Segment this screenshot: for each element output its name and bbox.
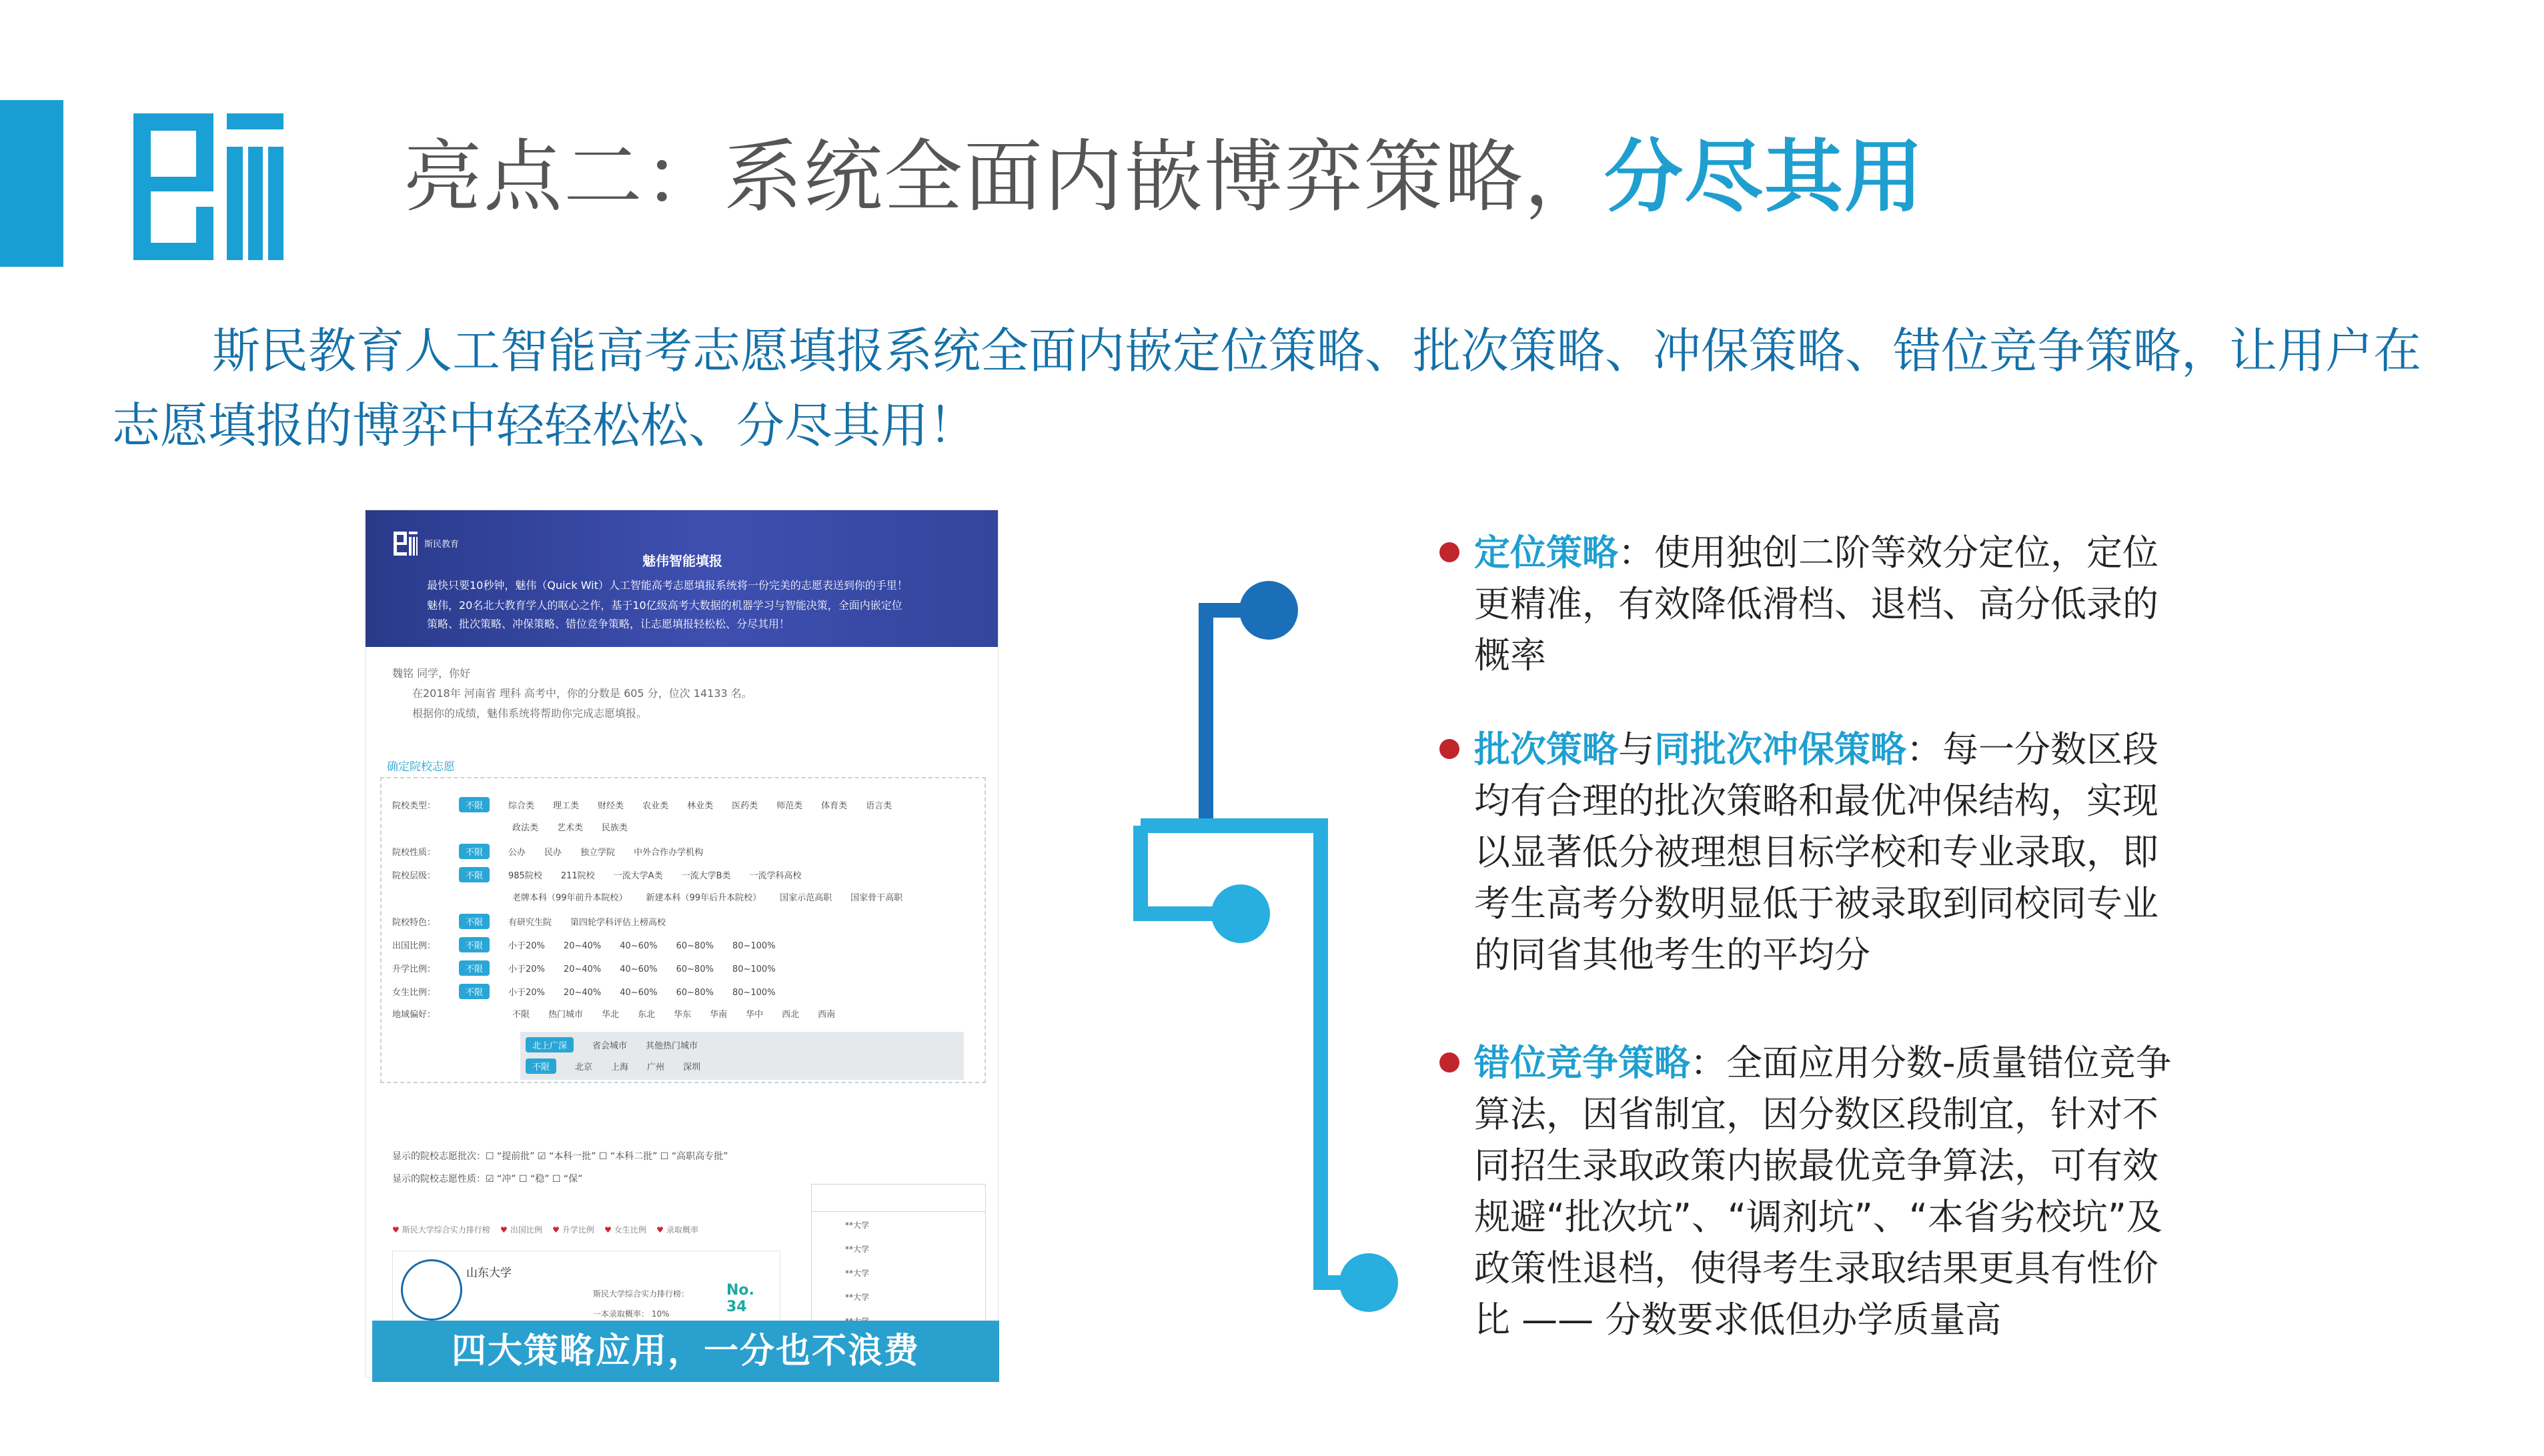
point-competition	[1474, 1037, 2181, 1345]
point-connector-word: 与	[1618, 728, 1654, 770]
university-card[interactable]	[392, 1251, 780, 1325]
table-row[interactable]: **大学	[845, 1269, 870, 1278]
filter-row	[392, 797, 910, 812]
filter-option[interactable]: 西南	[818, 1010, 836, 1020]
filter-option[interactable]: 华南	[710, 1010, 728, 1020]
filter-option[interactable]: 60~80%	[676, 964, 714, 974]
region-row	[526, 1037, 716, 1052]
filter-option[interactable]: 语言类	[866, 801, 892, 811]
point-positioning	[1474, 527, 2181, 681]
filter-option[interactable]: 40~60%	[620, 941, 658, 951]
point-text: ：全面应用分数-质量错位竞争算法，因省制宜，因分数区段制宜，针对不同招生录取政策内嵌最优竞争算法，可有效规避“批次坑”、“调剂坑”、“本省劣校坑”及政策性退档，使得考生录取结果更具有性价比 —— 分数要求低但办学质量高	[1474, 1042, 2172, 1341]
filter-label: 地域偏好：	[392, 1010, 436, 1020]
simin-logo-icon	[127, 107, 287, 267]
point-highlight: 错位竞争策略	[1474, 1042, 1690, 1084]
greeting-line: 根据你的成绩，魅伟系统将帮助你完成志愿填报。	[412, 707, 648, 720]
point-highlight: 定位策略	[1474, 532, 1618, 574]
filter-option[interactable]: 东北	[638, 1010, 656, 1020]
filter-row	[392, 984, 794, 999]
table-row[interactable]: **大学	[845, 1245, 870, 1254]
region-row	[526, 1058, 719, 1074]
filter-option[interactable]: 国家示范高职	[780, 893, 832, 903]
bullet-dot-icon	[1439, 739, 1459, 759]
filter-row	[392, 914, 684, 929]
filter-option[interactable]: 80~100%	[732, 964, 776, 974]
region-option[interactable]: 广州	[647, 1062, 665, 1072]
filter-option[interactable]: 40~60%	[620, 988, 658, 998]
screenshot-banner-title: 魅伟智能填报	[642, 553, 722, 569]
filter-option[interactable]: 综合类	[508, 801, 535, 811]
filter-option[interactable]: 国家骨干高职	[850, 893, 903, 903]
region-option[interactable]: 省会城市	[592, 1041, 628, 1051]
filter-option[interactable]: 华北	[602, 1010, 620, 1020]
filter-pill-all[interactable]: 不限	[459, 984, 490, 999]
legend-item[interactable]: ♥ 出国比例	[500, 1225, 542, 1235]
filter-option[interactable]: 老牌本科（99年前升本院校）	[512, 893, 628, 903]
connector-node-icon	[1239, 581, 1298, 640]
filter-option[interactable]: 财经类	[598, 801, 624, 811]
banner-line: 策略、批次策略、冲保策略、错位竞争策略，让志愿填报轻松松、分尽其用！	[427, 618, 790, 630]
bullet-dot-icon	[1439, 542, 1459, 562]
university-name: 山东大学	[466, 1267, 512, 1280]
region-option[interactable]: 深圳	[683, 1062, 701, 1072]
screenshot-banner	[366, 510, 998, 647]
filter-option[interactable]: 有研究生院	[508, 918, 552, 928]
filter-option[interactable]: 60~80%	[676, 988, 714, 998]
rank-label: 斯民大学综合实力排行榜：	[593, 1289, 690, 1299]
region-option[interactable]: 其他热门城市	[646, 1041, 698, 1051]
filter-option[interactable]: 20~40%	[563, 988, 602, 998]
filter-option[interactable]: 40~60%	[620, 964, 658, 974]
filter-option[interactable]: 公办	[508, 848, 526, 858]
filter-pill-all[interactable]: 不限	[459, 844, 490, 859]
filter-label: 院校类型：	[392, 801, 436, 811]
filter-pill-all[interactable]: 不限	[459, 914, 490, 929]
filter-label: 院校性质：	[392, 848, 436, 858]
filter-row	[392, 937, 794, 952]
intro-line-1: 斯民教育人工智能高考志愿填报系统全面内嵌定位策略、批次策略、冲保策略、错位竞争策略，让用户在	[212, 323, 2422, 379]
filter-option[interactable]: 新建本科（99年后升本院校）	[646, 893, 762, 903]
filter-option[interactable]: 林业类	[687, 801, 714, 811]
title-accent: 分尽其用	[1604, 131, 1925, 223]
filter-option[interactable]: 华东	[674, 1010, 692, 1020]
filter-option[interactable]: 华中	[746, 1010, 764, 1020]
filter-option[interactable]: 20~40%	[563, 964, 602, 974]
point-highlight: 批次策略	[1474, 728, 1618, 770]
university-seal-icon	[401, 1259, 462, 1321]
greeting-line: 在2018年 河南省 理科 高考中，你的分数是 605 分，位次 14133 名。	[412, 687, 752, 700]
filter-option[interactable]: 985院校	[508, 871, 542, 881]
intro-paragraph	[112, 313, 2460, 463]
filter-label: 院校层级：	[392, 871, 436, 881]
legend-item[interactable]: ♥ 女生比例	[604, 1225, 646, 1235]
connector-node-icon	[1211, 884, 1270, 943]
filter-option[interactable]: 师范类	[776, 801, 803, 811]
banner-line: 最快只要10秒钟，魅伟（Quick Wit）人工智能高考志愿填报系统将一份完美的志愿表送到你的手里！	[427, 579, 908, 592]
filter-option[interactable]: 20~40%	[563, 941, 602, 951]
point-text: ：使用独创二阶等效分定位，定位更精准，有效降低滑档、退档、高分低录的概率	[1474, 532, 2158, 676]
filter-option[interactable]: 民族类	[602, 823, 628, 833]
table-row[interactable]: **大学	[845, 1293, 870, 1302]
point-batch	[1474, 724, 2181, 980]
admission-probability: 一本录取概率： 10%	[593, 1309, 670, 1319]
filter-option[interactable]: 中外合作办学机构	[634, 848, 704, 858]
legend-item[interactable]: ♥ 录取概率	[656, 1225, 698, 1235]
point-text: ：每一分数区段均有合理的批次策略和最优冲保结构，实现以显著低分被理想目标学校和专业录取，即考生高考分数明显低于被录取到同校同专业的同省其他考生的平均分	[1474, 728, 2158, 976]
section-heading: 确定院校志愿	[387, 760, 455, 774]
filter-option[interactable]: 医药类	[732, 801, 758, 811]
region-option[interactable]: 北上广深	[526, 1037, 574, 1052]
filter-option[interactable]: 60~80%	[676, 941, 714, 951]
connector-graphic	[1127, 574, 1414, 1321]
legend-item[interactable]: ♥ 斯民大学综合实力排行榜	[392, 1225, 490, 1235]
product-screenshot	[366, 510, 998, 1377]
filter-row	[392, 820, 646, 833]
filter-option[interactable]: 一流学科高校	[749, 871, 802, 881]
filter-option[interactable]: 独立学院	[580, 848, 616, 858]
filter-option[interactable]: 211院校	[560, 871, 595, 881]
filter-option[interactable]: 小于20%	[508, 964, 545, 974]
type-line: 显示的院校志愿性质：☑ “冲” ☐ “稳” ☐ “保”	[392, 1174, 583, 1185]
filter-option[interactable]: 热门城市	[548, 1010, 584, 1020]
region-option[interactable]: 不限	[526, 1058, 556, 1074]
table-row[interactable]: **大学	[845, 1221, 870, 1230]
legend-row	[392, 1224, 698, 1235]
title-main: 亮点二：系统全面内嵌博弈策略，	[404, 131, 1605, 223]
filter-label: 升学比例：	[392, 964, 436, 974]
filter-row	[392, 890, 921, 903]
filter-option[interactable]: 不限	[512, 1010, 530, 1020]
filter-label: 出国比例：	[392, 941, 436, 951]
filter-pill-all[interactable]: 不限	[459, 960, 490, 976]
filter-label: 院校特色：	[392, 918, 436, 928]
filter-row	[392, 867, 820, 882]
filter-row	[392, 844, 722, 859]
filter-option[interactable]: 民办	[544, 848, 562, 858]
page-title	[404, 113, 1924, 227]
connector-node-icon	[1339, 1253, 1398, 1312]
greeting-line: 魏铭 同学，你好	[392, 667, 471, 680]
filter-option[interactable]: 农业类	[642, 801, 669, 811]
batch-line: 显示的院校志愿批次：☐ “提前批” ☑ “本科一批” ☐ “本科二批” ☐ “高职高专批”	[392, 1151, 728, 1162]
filter-row	[392, 1007, 854, 1020]
filter-option[interactable]: 西北	[782, 1010, 800, 1020]
filter-option[interactable]: 体育类	[821, 801, 848, 811]
intro-line-2: 志愿填报的博弈中轻轻松松、分尽其用！	[112, 398, 977, 454]
filter-pill-all[interactable]: 不限	[459, 797, 490, 812]
screenshot-caption: 四大策略应用，一分也不浪费	[372, 1321, 999, 1382]
filter-option[interactable]: 80~100%	[732, 941, 776, 951]
filter-option[interactable]: 小于20%	[508, 988, 545, 998]
filter-pill-all[interactable]: 不限	[459, 867, 490, 882]
filter-option[interactable]: 艺术类	[557, 823, 584, 833]
choice-table	[811, 1184, 986, 1342]
point-highlight: 同批次冲保策略	[1654, 728, 1906, 770]
region-option[interactable]: 北京	[575, 1062, 593, 1072]
rank-value: No. 34	[726, 1282, 754, 1315]
mini-logo-icon	[392, 530, 419, 557]
bullet-dot-icon	[1439, 1052, 1459, 1072]
region-option[interactable]: 上海	[611, 1062, 629, 1072]
screenshot-brand: 斯民教育	[424, 540, 460, 550]
filter-label: 女生比例：	[392, 988, 436, 998]
filter-option[interactable]: 一流大学A类	[613, 871, 663, 881]
legend-item[interactable]: ♥ 升学比例	[552, 1225, 594, 1235]
banner-line: 魅伟，20名北大教育学人的呕心之作，基于10亿级高考大数据的机器学习与智能决策，全面内嵌定位	[427, 599, 902, 612]
filter-option[interactable]: 小于20%	[508, 941, 545, 951]
filter-option[interactable]: 第四轮学科评估上榜高校	[570, 918, 666, 928]
filter-option[interactable]: 一流大学B类	[681, 871, 731, 881]
filter-option[interactable]: 理工类	[553, 801, 580, 811]
accent-sidebar-bar	[0, 100, 63, 267]
filter-option[interactable]: 80~100%	[732, 988, 776, 998]
filter-option[interactable]: 政法类	[512, 823, 539, 833]
filter-row	[392, 960, 794, 976]
filter-pill-all[interactable]: 不限	[459, 937, 490, 952]
